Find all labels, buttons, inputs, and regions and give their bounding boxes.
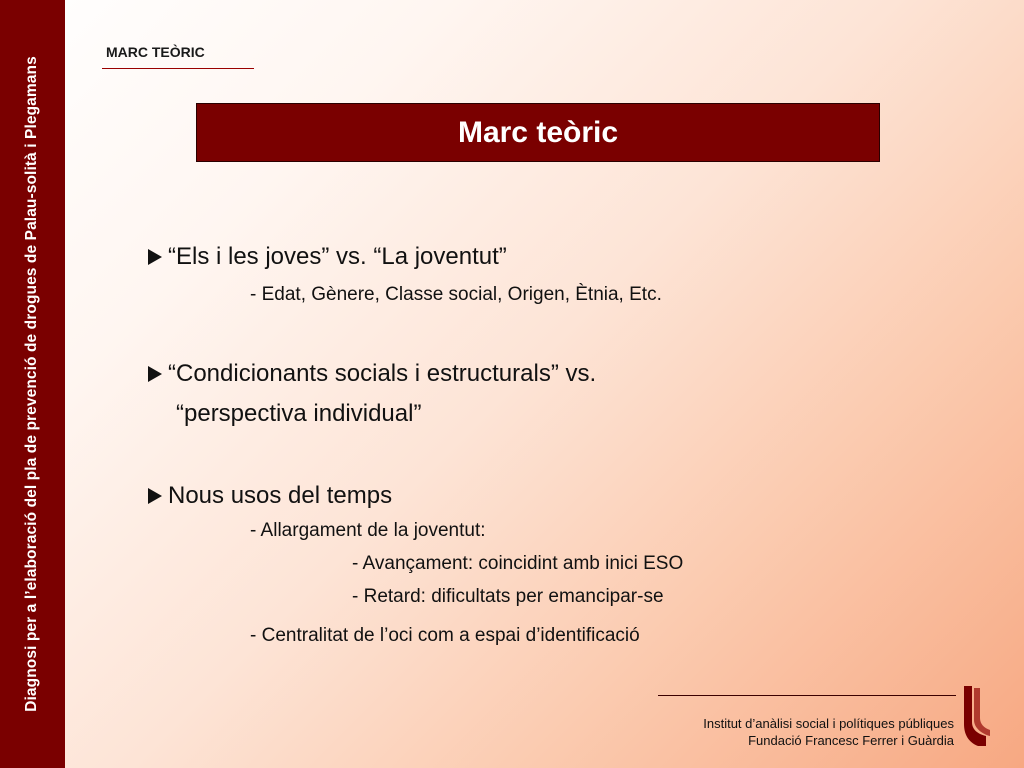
arrow-bullet-icon	[148, 488, 162, 504]
title-box	[196, 103, 880, 162]
section-underline	[102, 68, 254, 69]
bullet-2-text-line2: “perspectiva individual”	[176, 400, 422, 427]
bullet-2	[148, 360, 596, 388]
sidebar	[0, 0, 65, 768]
bullet-3-sub-1: - Allargament de la joventut:	[250, 520, 486, 541]
foundation-logo-icon	[960, 684, 992, 748]
bullet-1-text: “Els i les joves” vs. “La joventut”	[168, 243, 507, 270]
footer-divider	[658, 695, 956, 696]
footer-institute: Institut d’anàlisi social i polítiques públiques	[703, 716, 954, 731]
bullet-3-sub-1b: - Retard: dificultats per emancipar-se	[352, 586, 664, 607]
bullet-1	[148, 243, 507, 271]
bullet-2-text-line1: “Condicionants socials i estructurals” vs.	[168, 360, 597, 387]
footer-foundation: Fundació Francesc Ferrer i Guàrdia	[748, 733, 954, 748]
arrow-bullet-icon	[148, 366, 162, 382]
arrow-bullet-icon	[148, 249, 162, 265]
bullet-3-sub-2: - Centralitat de l’oci com a espai d’identificació	[250, 625, 640, 646]
footer-credits	[703, 715, 954, 749]
bullet-3	[148, 482, 392, 510]
slide-title: Marc teòric	[457, 115, 619, 149]
section-label: MARC TEÒRIC	[106, 44, 205, 60]
sidebar-title: Diagnosi per a l’elaboració del pla de prevenció de drogues de Palau-solità i Plegamans	[23, 56, 40, 712]
bullet-3-text: Nous usos del temps	[168, 482, 393, 509]
bullet-3-sub-1a: - Avançament: coincidint amb inici ESO	[352, 553, 684, 574]
bullet-1-sub: - Edat, Gènere, Classe social, Origen, Ètnia, Etc.	[250, 284, 662, 305]
